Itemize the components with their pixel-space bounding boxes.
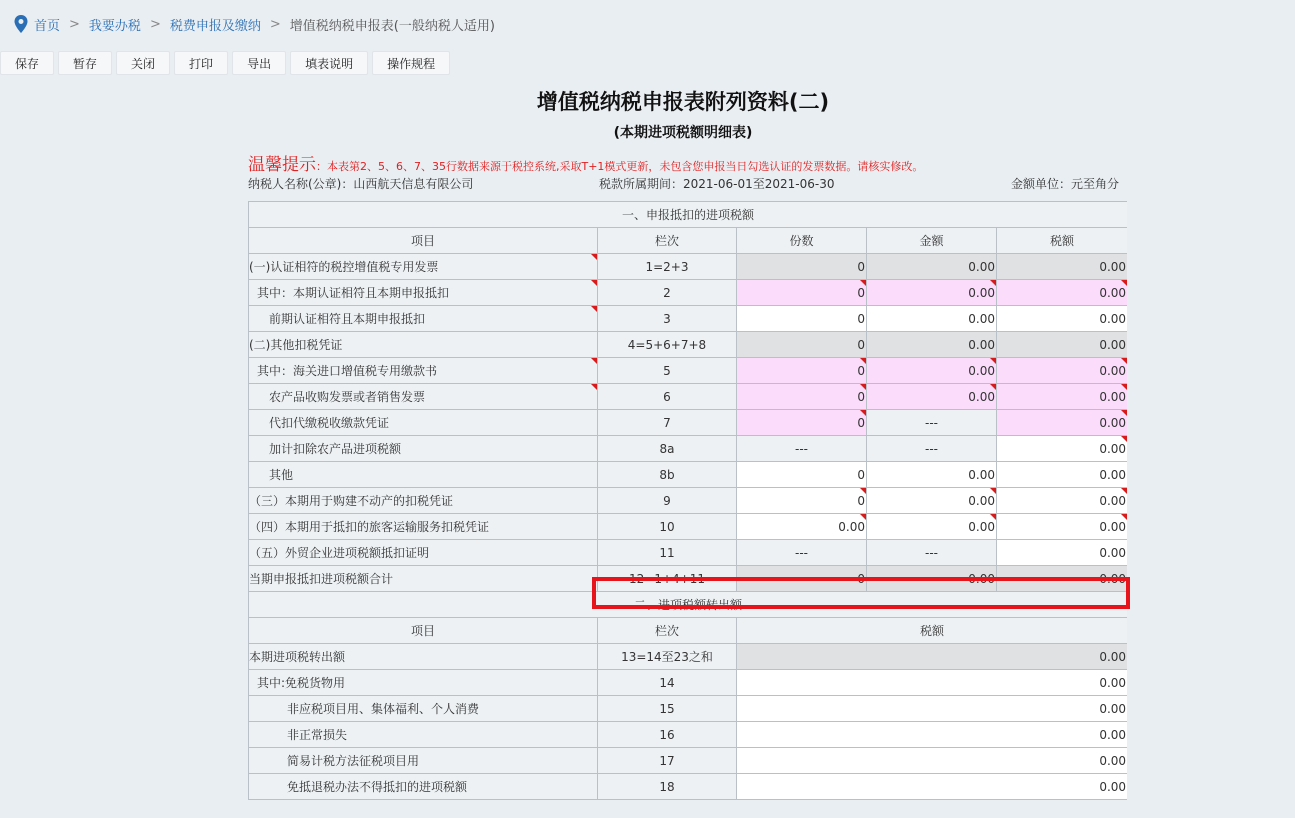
row-column-no: 4=5+6+7+8: [598, 332, 737, 358]
page-title: 增值税纳税申报表附列资料(二): [536, 90, 830, 114]
table-row: [249, 644, 1128, 670]
column-header-row: [249, 618, 1128, 644]
row-column-no: 15: [598, 696, 737, 722]
amount-input[interactable]: 0.00: [867, 306, 997, 332]
row-item-label: 本期进项税转出额: [249, 644, 598, 670]
table-row: [249, 410, 1128, 436]
amount-placeholder: ---: [867, 436, 997, 462]
row-column-no: 14: [598, 670, 737, 696]
row-item-label: 其中：海关进口增值税专用缴款书: [249, 358, 598, 384]
tax-input[interactable]: 0.00: [997, 540, 1128, 566]
total-count-cell: 0: [737, 566, 867, 592]
save-button[interactable]: 保存: [0, 51, 54, 75]
tax-input[interactable]: 0.00: [997, 488, 1128, 514]
row-item-label: （五）外贸企业进项税额抵扣证明: [249, 540, 598, 566]
table-row: [249, 514, 1128, 540]
amount-input[interactable]: 0.00: [867, 280, 997, 306]
amount-placeholder: ---: [867, 410, 997, 436]
tax-input[interactable]: 0.00: [737, 722, 1128, 748]
amount-input[interactable]: 0.00: [867, 384, 997, 410]
taxpayer-name: 纳税人名称(公章)：山西航天信息有限公司: [248, 177, 474, 191]
tax-input[interactable]: 0.00: [737, 748, 1128, 774]
section-header-row: [249, 592, 1128, 618]
header-amount: 金额: [867, 228, 997, 254]
tax-input[interactable]: 0.00: [997, 358, 1128, 384]
breadcrumb-home-link[interactable]: 首页: [34, 18, 61, 34]
row-column-no: 10: [598, 514, 737, 540]
table-row: [249, 332, 1128, 358]
count-cell: 0: [737, 254, 867, 280]
operation-guide-button[interactable]: 操作规程: [372, 51, 450, 75]
header-tax: 税额: [997, 228, 1128, 254]
header-item: 项目: [249, 228, 598, 254]
count-input[interactable]: 0.00: [737, 514, 867, 540]
row-column-no: 8a: [598, 436, 737, 462]
breadcrumb-separator: >: [269, 16, 281, 32]
tax-input[interactable]: 0.00: [997, 280, 1128, 306]
row-column-no: 12=1+4+11: [598, 566, 737, 592]
table-row: [249, 306, 1128, 332]
tax-input[interactable]: 0.00: [997, 384, 1128, 410]
tax-input[interactable]: 0.00: [997, 306, 1128, 332]
breadcrumb-separator: >: [69, 16, 80, 32]
row-column-no: 11: [598, 540, 737, 566]
tax-cell: 0.00: [997, 332, 1128, 358]
count-input[interactable]: 0: [737, 358, 867, 384]
table-row: [249, 722, 1128, 748]
table-row: [249, 488, 1128, 514]
section-header-row: [249, 202, 1128, 228]
row-item-label: 加计扣除农产品进项税额: [249, 436, 598, 462]
row-item-label: (一)认证相符的税控增值税专用发票: [249, 254, 598, 280]
total-amount-cell: 0.00: [867, 566, 997, 592]
row-item-label: 代扣代缴税收缴款凭证: [249, 410, 598, 436]
export-button[interactable]: 导出: [232, 51, 286, 75]
row-item-label: 前期认证相符且本期申报抵扣: [249, 306, 598, 332]
row-column-no: 13=14至23之和: [598, 644, 737, 670]
row-column-no: 9: [598, 488, 737, 514]
row-column-no: 6: [598, 384, 737, 410]
count-cell: 0: [737, 332, 867, 358]
row-item-label: 免抵退税办法不得抵扣的进项税额: [249, 774, 598, 800]
total-row: [249, 566, 1128, 592]
breadcrumb-separator: >: [149, 16, 161, 32]
count-input[interactable]: 0: [737, 306, 867, 332]
table-row: [249, 436, 1128, 462]
header-tax: 税额: [737, 618, 1128, 644]
header-count: 份数: [737, 228, 867, 254]
tax-period: 税款所属期间：2021-06-01至2021-06-30: [599, 177, 835, 191]
tax-cell: 0.00: [737, 644, 1128, 670]
section2-title: 二、进项税额转出额: [249, 592, 1128, 618]
tax-input[interactable]: 0.00: [737, 670, 1128, 696]
column-header-row: [249, 228, 1128, 254]
header-column-no: 栏次: [598, 228, 737, 254]
row-column-no: 7: [598, 410, 737, 436]
tax-input[interactable]: 0.00: [997, 436, 1128, 462]
breadcrumb-declare-link[interactable]: 税费申报及缴纳: [169, 18, 261, 34]
row-item-label: 其他: [249, 462, 598, 488]
table-row: [249, 280, 1128, 306]
amount-input[interactable]: 0.00: [867, 488, 997, 514]
table-row: [249, 696, 1128, 722]
row-item-label: （四）本期用于抵扣的旅客运输服务扣税凭证: [249, 514, 598, 540]
header-item: 项目: [249, 618, 598, 644]
row-item-label: 非应税项目用、集体福利、个人消费: [249, 696, 598, 722]
table-row: [249, 254, 1128, 280]
count-placeholder: ---: [737, 540, 867, 566]
row-column-no: 17: [598, 748, 737, 774]
row-item-label: 简易计税方法征税项目用: [249, 748, 598, 774]
row-column-no: 16: [598, 722, 737, 748]
page-subtitle: (本期进项税额明细表): [613, 125, 753, 141]
tax-input[interactable]: 0.00: [737, 774, 1128, 800]
row-column-no: 5: [598, 358, 737, 384]
breadcrumb-current: 增值税纳税申报表(一般纳税人适用): [289, 18, 495, 34]
count-input[interactable]: 0: [737, 462, 867, 488]
count-input[interactable]: 0: [737, 488, 867, 514]
row-item-label: （三）本期用于购建不动产的扣税凭证: [249, 488, 598, 514]
declaration-table-container: [248, 201, 1127, 818]
fill-instructions-button[interactable]: 填表说明: [290, 51, 368, 75]
amount-unit: 金额单位：元至角分: [1011, 177, 1120, 191]
table-row: [249, 540, 1128, 566]
row-column-no: 18: [598, 774, 737, 800]
amount-input[interactable]: 0.00: [867, 462, 997, 488]
warm-tip: [248, 150, 923, 175]
warm-tip-title: 温馨提示: [248, 155, 316, 175]
toolbar: [0, 51, 454, 75]
location-pin-icon: [14, 15, 28, 33]
breadcrumb-tax-service-link[interactable]: 我要办税: [88, 18, 141, 34]
close-button[interactable]: 关闭: [116, 51, 170, 75]
table-row: [249, 384, 1128, 410]
section1-title: 一、申报抵扣的进项税额: [249, 202, 1128, 228]
row-column-no: 1=2+3: [598, 254, 737, 280]
draft-save-button[interactable]: 暂存: [58, 51, 112, 75]
header-column-no: 栏次: [598, 618, 737, 644]
amount-cell: 0.00: [867, 254, 997, 280]
tax-input[interactable]: 0.00: [997, 462, 1128, 488]
count-input[interactable]: 0: [737, 280, 867, 306]
row-item-label: 非正常损失: [249, 722, 598, 748]
declaration-table: [248, 201, 1127, 800]
count-input[interactable]: 0: [737, 410, 867, 436]
tax-cell: 0.00: [997, 254, 1128, 280]
print-button[interactable]: 打印: [174, 51, 228, 75]
amount-placeholder: ---: [867, 540, 997, 566]
row-item-label: (二)其他扣税凭证: [249, 332, 598, 358]
table-row: [249, 774, 1128, 800]
row-item-label: 其中：本期认证相符且本期申报抵扣: [249, 280, 598, 306]
amount-input[interactable]: 0.00: [867, 514, 997, 540]
breadcrumb: [14, 14, 495, 34]
row-column-no: 2: [598, 280, 737, 306]
amount-cell: 0.00: [867, 332, 997, 358]
count-placeholder: ---: [737, 436, 867, 462]
total-tax-cell: 0.00: [997, 566, 1128, 592]
warm-tip-text: ：本表第2、5、6、7、35行数据来源于税控系统,采取T+1模式更新，未包含您申报当日勾选认证的发票数据。请核实修改。: [316, 160, 924, 173]
amount-input[interactable]: 0.00: [867, 358, 997, 384]
count-input[interactable]: 0: [737, 384, 867, 410]
table-row: [249, 670, 1128, 696]
tax-input[interactable]: 0.00: [737, 696, 1128, 722]
row-item-label: 当期申报抵扣进项税额合计: [249, 566, 598, 592]
table-row: [249, 748, 1128, 774]
row-column-no: 3: [598, 306, 737, 332]
table-row: [249, 358, 1128, 384]
row-item-label: 农产品收购发票或者销售发票: [249, 384, 598, 410]
tax-input[interactable]: 0.00: [997, 410, 1128, 436]
row-column-no: 8b: [598, 462, 737, 488]
tax-input[interactable]: 0.00: [997, 514, 1128, 540]
row-item-label: 其中:免税货物用: [249, 670, 598, 696]
table-row: [249, 462, 1128, 488]
